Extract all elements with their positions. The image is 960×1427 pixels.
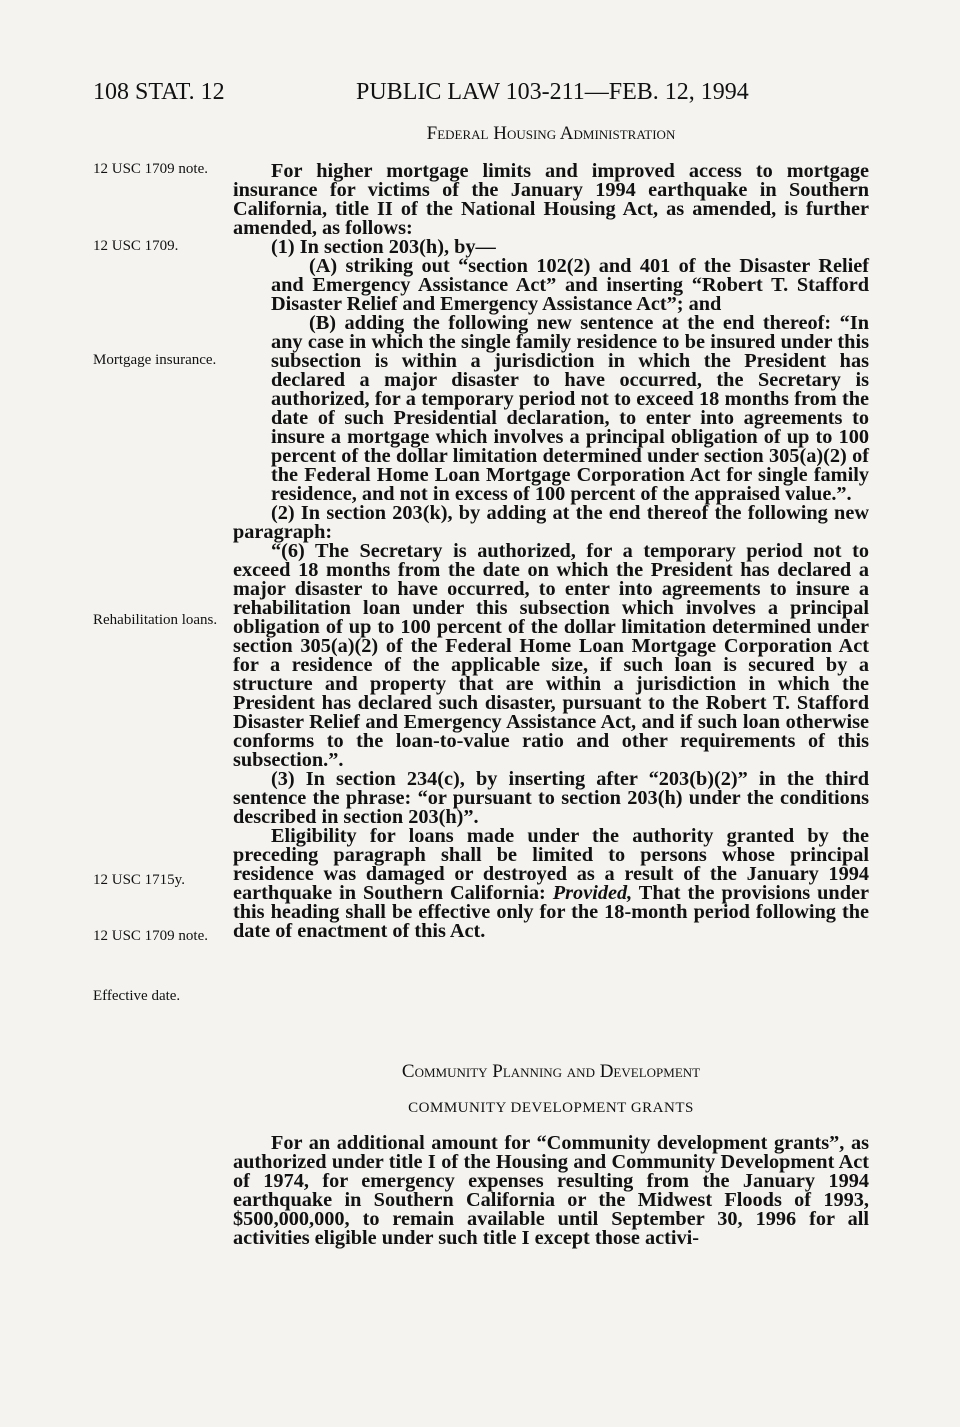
page-reference: 108 STAT. 12	[93, 79, 225, 105]
provided-keyword: Provided,	[552, 882, 633, 904]
fha-intro-paragraph: For higher mortgage limits and improved access to mortgage insurance for victims of the January 1994 earthquake in Southern California, title II of the National Housing Act, as amended, is further amended, as follows:	[233, 160, 869, 239]
subparagraph-1a: (A) striking out “section 102(2) and 401 of the Disaster Relief and Emergency Assistance Act” and inserting “Robert T. Stafford Disaster Relief and Emergency Assistance Act”; and	[271, 255, 869, 315]
subparagraph-1b: (B) adding the following new sentence at the end thereof: “In any case in which the single family residence to be insured under this subsection is within a jurisdiction in which the President has declared a major disaster to have occurred, the Secretary is authorized, for a temporary period not to exceed 18 months from the date of such Presidential declaration, to enter into agreements to insure a mortgage which involves a principal obligation of up to 100 percent of the dollar limitation determined under section 305(a)(2) of the Federal Home Loan Mortgage Corporation Act for single family residence, and not in excess of 100 percent of the appraised value.”.	[271, 312, 869, 505]
margin-note-12-usc-1709: 12 USC 1709.	[93, 238, 179, 254]
eligibility-proviso: That the provisions under this heading shall be effective only for the 18-month period following the date of enactment of this Act.	[233, 882, 869, 942]
eligibility-paragraph	[233, 827, 869, 941]
paragraph-3: (3) In section 234(c), by inserting after “203(b)(2)” in the third sentence the phrase: “or pursuant to section 203(h) under the conditions described in section 203(h)”.	[233, 768, 869, 828]
cdg-paragraph: For an additional amount for “Community development grants”, as authorized under title I of the Housing and Community Development Act of 1974, for emergency expenses resulting from the January 1994 earthquake in Southern California or the Midwest Floods of 1993, $500,000,000, to remain available until September 30, 1996 for all activities eligible under such title I except those activi-	[233, 1132, 869, 1249]
margin-note-12-usc-1709-note-2: 12 USC 1709 note.	[93, 928, 209, 944]
margin-note-effective-date: Effective date.	[93, 988, 181, 1004]
margin-note-rehabilitation-loans: Rehabilitation loans.	[93, 612, 218, 628]
law-title: PUBLIC LAW 103-211—FEB. 12, 1994	[356, 79, 749, 105]
eligibility-text: Eligibility for loans made under the authority granted by the preceding paragraph shall be limited to persons whose principal residence was damaged or destroyed as a result of the January 1994 earthquake in Southern California:	[233, 825, 869, 904]
cdg-section-body	[233, 1134, 869, 1248]
fha-section-body	[233, 162, 869, 941]
margin-note-12-usc-1709-note: 12 USC 1709 note.	[93, 161, 209, 177]
heading-federal-housing-administration: Federal Housing Administration	[426, 123, 676, 144]
heading-community-development-grants: COMMUNITY DEVELOPMENT GRANTS	[408, 1100, 694, 1116]
paragraph-1: (1) In section 203(h), by—	[271, 236, 496, 258]
margin-note-12-usc-1715y: 12 USC 1715y.	[93, 872, 185, 888]
margin-note-mortgage-insurance: Mortgage insurance.	[93, 352, 217, 368]
paragraph-2: (2) In section 203(k), by adding at the end thereof the following new paragraph:	[233, 502, 869, 543]
heading-community-planning-and-development: Community Planning and Development	[401, 1061, 701, 1082]
paragraph-2-quoted-text: “(6) The Secretary is authorized, for a temporary period not to exceed 18 months from the date on which the President has declared a major disaster to have occurred, to enter into agreements to insure a rehabilitation loan under this subsection which involves a principal obligation of up to 100 percent of the dollar limitation determined under section 305(a)(2) of the Federal Home Loan Mortgage Corporation Act for a residence of the applicable size, if such loan is secured by a structure and property that are within a jurisdiction in which the President has declared such disaster, pursuant to the Robert T. Stafford Disaster Relief and Emergency Assistance Act, and if such loan otherwise conforms to the loan-to-value ratio and other requirements of this subsection.”.	[233, 540, 869, 771]
